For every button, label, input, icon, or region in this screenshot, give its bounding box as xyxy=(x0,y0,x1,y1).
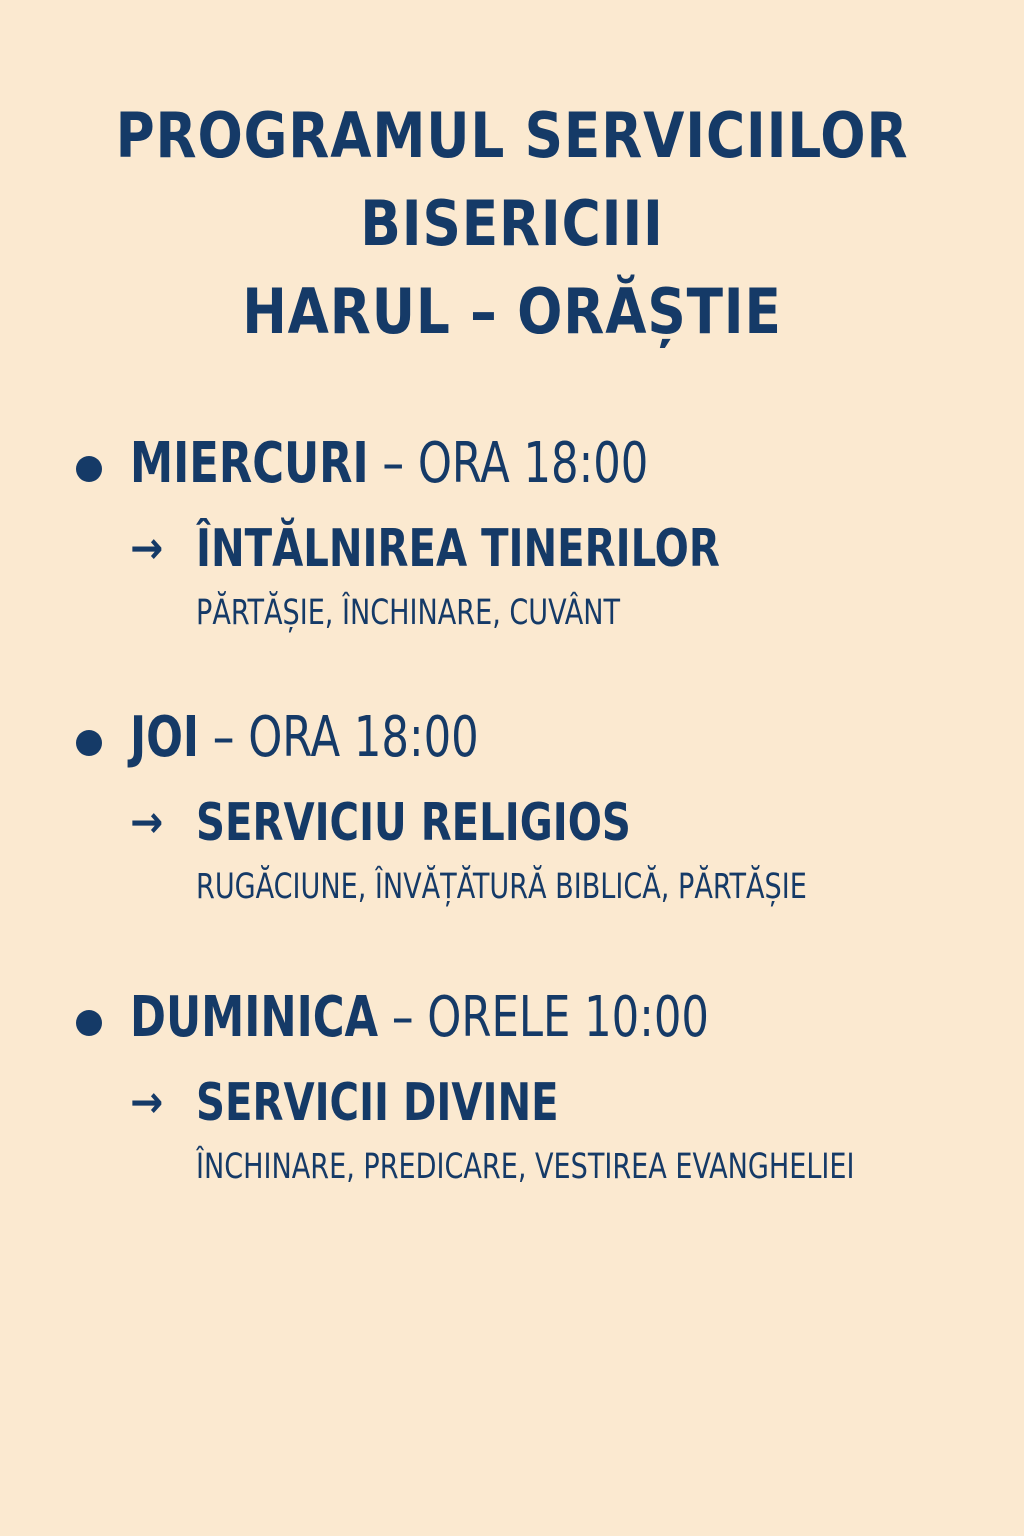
event-details: ÎNCHINARE, PREDICARE, VESTIREA EVANGHELIEI xyxy=(196,1147,855,1187)
bullet-icon xyxy=(76,730,102,756)
poster-title xyxy=(72,92,953,356)
day-time-line xyxy=(130,706,479,770)
bullet-icon xyxy=(76,456,102,482)
time-label: – ORELE 10:00 xyxy=(378,985,709,1050)
event-title: SERVICII DIVINE xyxy=(196,1073,559,1133)
title-line-1: PROGRAMUL SERVICIILOR xyxy=(115,99,909,172)
day-time-line xyxy=(130,432,648,496)
arrow-right-icon: → xyxy=(130,1077,164,1128)
day-label: MIERCURI xyxy=(130,431,369,496)
day-time-line xyxy=(130,986,709,1050)
event-title: SERVICIU RELIGIOS xyxy=(196,793,631,853)
bullet-icon xyxy=(76,1010,102,1036)
event-details: RUGĂCIUNE, ÎNVĂȚĂTURĂ BIBLICĂ, PĂRTĂȘIE xyxy=(196,867,807,907)
day-label: JOI xyxy=(130,705,200,770)
arrow-right-icon: → xyxy=(130,797,164,848)
title-line-2: BISERICIII xyxy=(360,187,664,260)
event-title: ÎNTĂLNIREA TINERILOR xyxy=(196,519,720,579)
event-details: PĂRTĂȘIE, ÎNCHINARE, CUVÂNT xyxy=(196,593,621,633)
title-line-3: HARUL – ORĂȘTIE xyxy=(242,275,782,348)
time-label: – ORA 18:00 xyxy=(368,431,649,496)
arrow-right-icon: → xyxy=(130,523,164,574)
time-label: – ORA 18:00 xyxy=(199,705,479,770)
day-label: DUMINICA xyxy=(130,985,379,1050)
